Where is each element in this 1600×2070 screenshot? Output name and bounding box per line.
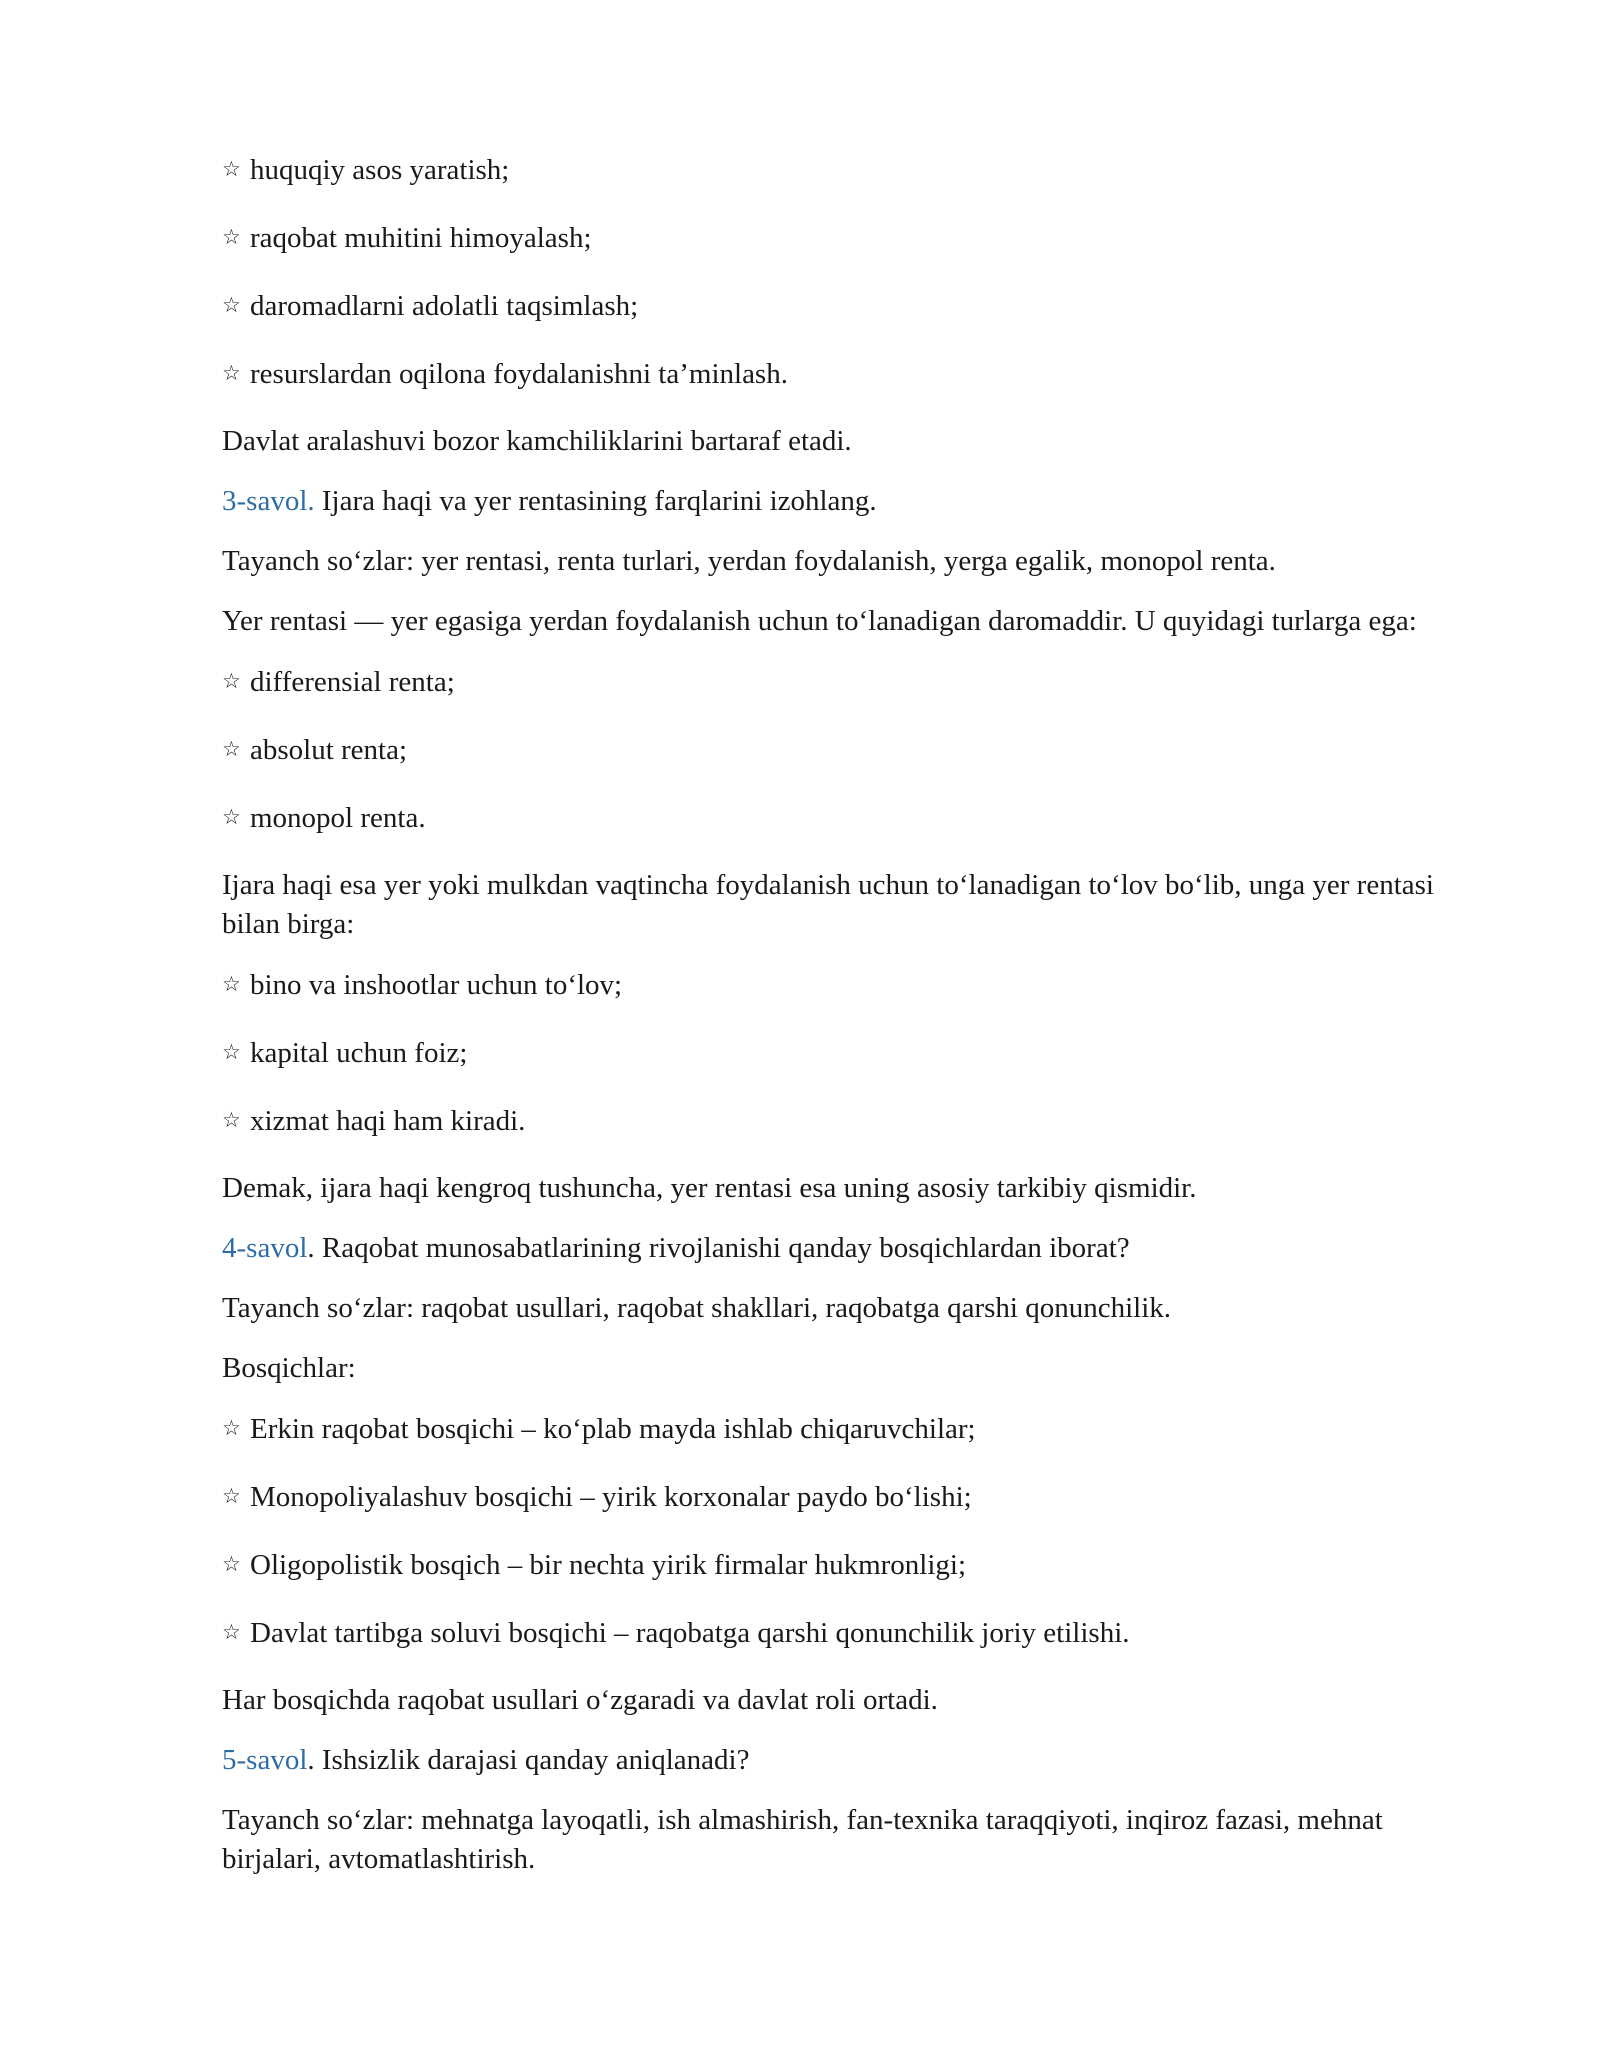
bullet-item	[222, 662, 1480, 702]
bullet-text: Davlat tartibga soluvi bosqichi – raqobatga qarshi qonunchilik joriy etilishi.	[250, 1617, 1130, 1649]
bullet-item	[222, 286, 1480, 326]
bullet-item	[222, 218, 1480, 258]
bullet-text: kapital uchun foiz;	[250, 1037, 468, 1069]
star-bullet-icon: ☆	[222, 1040, 241, 1064]
star-bullet-icon: ☆	[222, 972, 241, 996]
bullet-text: absolut renta;	[250, 734, 408, 766]
star-bullet-icon: ☆	[222, 737, 241, 761]
bullet-item	[222, 1477, 1480, 1517]
star-bullet-icon: ☆	[222, 1108, 241, 1132]
question-heading	[222, 1229, 1480, 1268]
bullet-item	[222, 150, 1480, 190]
bullet-text: resurslardan oqilona foydalanishni ta’minlash.	[250, 358, 788, 390]
star-bullet-icon: ☆	[222, 225, 241, 249]
question-text: Ijara haqi va yer rentasining farqlarini izohlang.	[314, 485, 877, 517]
question-label: 4-savol	[222, 1232, 308, 1264]
bullet-text: Erkin raqobat bosqichi – ko‘plab mayda ishlab chiqaruvchilar;	[250, 1413, 976, 1445]
paragraph: Ijara haqi esa yer yoki mulkdan vaqtincha foydalanish uchun to‘lanadigan to‘lov bo‘lib, unga yer rentasi bilan birga:	[222, 869, 1434, 940]
star-bullet-icon: ☆	[222, 1484, 241, 1508]
bullet-item	[222, 965, 1480, 1005]
star-bullet-icon: ☆	[222, 361, 241, 385]
document-body	[222, 150, 1480, 1879]
question-label: 5-savol	[222, 1744, 308, 1776]
paragraph: Demak, ijara haqi kengroq tushuncha, yer rentasi esa uning asosiy tarkibiy qismidir.	[222, 1172, 1197, 1204]
bullet-item	[222, 1613, 1480, 1653]
bullet-item	[222, 354, 1480, 394]
question-label: 3-savol.	[222, 485, 315, 517]
bullet-text: Monopoliyalashuv bosqichi – yirik korxonalar paydo bo‘lishi;	[250, 1481, 972, 1513]
bullet-text: Oligopolistik bosqich – bir nechta yirik firmalar hukmronligi;	[250, 1549, 967, 1581]
paragraph: Bosqichlar:	[222, 1352, 356, 1384]
paragraph: Yer rentasi — yer egasiga yerdan foydalanish uchun to‘lanadigan daromaddir. U quyidagi turlarga ega:	[222, 605, 1417, 637]
bullet-text: bino va inshootlar uchun to‘lov;	[250, 969, 623, 1001]
star-bullet-icon: ☆	[222, 1620, 241, 1644]
star-bullet-icon: ☆	[222, 1416, 241, 1440]
bullet-text: huquqiy asos yaratish;	[250, 154, 510, 186]
question-text: . Ishsizlik darajasi qanday aniqlanadi?	[307, 1744, 750, 1776]
question-text: . Raqobat munosabatlarining rivojlanishi qanday bosqichlardan iborat?	[307, 1232, 1130, 1264]
paragraph: Tayanch so‘zlar: mehnatga layoqatli, ish almashirish, fan-texnika taraqqiyoti, inqiroz fazasi, mehnat birjalari, avtomatlashtirish.	[222, 1804, 1383, 1875]
bullet-text: differensial renta;	[250, 666, 455, 698]
bullet-item	[222, 1409, 1480, 1449]
question-heading	[222, 1741, 1480, 1780]
bullet-item	[222, 1545, 1480, 1585]
bullet-text: monopol renta.	[250, 802, 426, 834]
question-heading	[222, 482, 1480, 521]
bullet-text: xizmat haqi ham kiradi.	[250, 1105, 526, 1137]
bullet-text: raqobat muhitini himoyalash;	[250, 222, 592, 254]
paragraph: Har bosqichda raqobat usullari o‘zgaradi va davlat roli ortadi.	[222, 1684, 938, 1716]
paragraph: Tayanch so‘zlar: yer rentasi, renta turlari, yerdan foydalanish, yerga egalik, monopol renta.	[222, 545, 1276, 577]
bullet-text: daromadlarni adolatli taqsimlash;	[250, 290, 639, 322]
paragraph: Tayanch so‘zlar: raqobat usullari, raqobat shakllari, raqobatga qarshi qonunchilik.	[222, 1292, 1172, 1324]
star-bullet-icon: ☆	[222, 669, 241, 693]
bullet-item	[222, 1101, 1480, 1141]
bullet-item	[222, 1033, 1480, 1073]
star-bullet-icon: ☆	[222, 157, 241, 181]
star-bullet-icon: ☆	[222, 293, 241, 317]
bullet-item	[222, 730, 1480, 770]
star-bullet-icon: ☆	[222, 805, 241, 829]
bullet-item	[222, 798, 1480, 838]
paragraph: Davlat aralashuvi bozor kamchiliklarini bartaraf etadi.	[222, 425, 852, 457]
star-bullet-icon: ☆	[222, 1552, 241, 1576]
